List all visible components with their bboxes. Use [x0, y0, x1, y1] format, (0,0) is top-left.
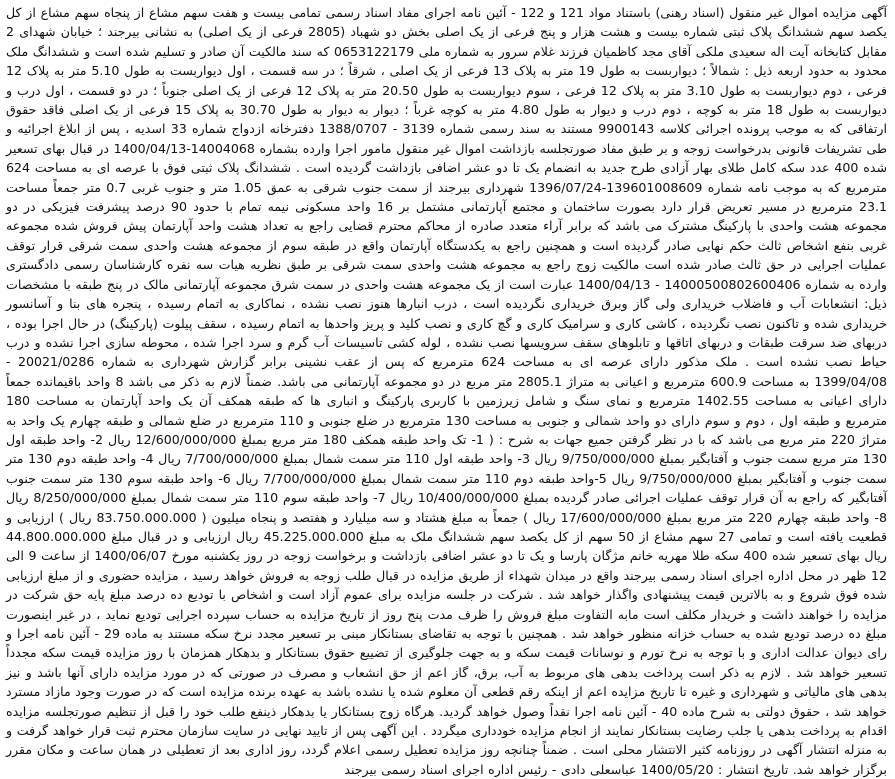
- notice-signature: عباسعلی دادی - رئیس اداره اجرای اسناد رسمی بیرجند: [344, 761, 637, 777]
- notice-body-text: آگهی مزایده اموال غیر منقول (اسناد رهنی) باستناد مواد 121 و 122 - آئین نامه اجرای مفاد اسناد رسمی تمامی بیست و هفت سهم مشاع از پنجاه سهم مشاع از کل یکصد سهم ششدانگ پلاک ثبتی شماره بیست و هشت هزار و پنج فرعی از یک اصلی بخش دو شهباد (2805 فرعی از یک اصلی) به نشانی بیرجند ؛ خیابان شهدای 2 مقابل کتابخانه آیت اله سعیدی ملکی آقای مجد کاظمیان فرزند غلام سرور به شماره ملی 0653122179 که سند مالکیت آن صادر و تسلیم شده است و ششدانگ ملک محدود به حدود اربعه ذیل : شمالاً ؛ دیواربست به طول 19 متر به پلاک 13 فرعی از یک اصلی ، شرقاً ؛ در سه قسمت ، اول دیواربست به طول 5.10 متر به پلاک 12 فرعی ، دوم دیواربست به طول 3.10 متر به پلاک 12 فرعی ، سوم دیواربست به طول 20.50 متر به پلاک 12 فرعی از یک اصلی جنوباً ؛ در دو قسمت ، اول درب و دیواربست به طول 18 متر به کوچه ، دوم درب و دیوار به طول 4.80 متر به کوچه غرباً ؛ دیوار به دیوار به طول 30.70 به پلاک 15 فرعی از یک اصلی فاقد حقوق ارتفاقی که به موجب پرونده اجرائی کلاسه 9900143 مستند به سند رسمی شماره 3139 - 1388/0707 دفترخانه ازدواج شماره 33 اسدیه ، پس از ابلاغ اجرائیه و طی تشریفات قانونی بدرخواست زوجه و بر طبق مفاد صورتجلسه بازداشت اموال غیر منقول مامور اجرا وارده بشماره 14004068-1400/04/13 در قبال بهای تسعیر شده 400 عدد سکه کامل طلای بهار آزادی طرح جدید به انضمام یک تا دو عشر اضافی بازداشت گردیده است . ششدانگ پلاک ثبتی فوق با عرصه ای به مساحت 624 مترمربع که به موجب نامه شماره 139601008609-1396/07/24 شهرداری بیرجند از سمت جنوب شرقی به عمق 1.05 متر و جنوب غربی 0.7 متر جمعاً مساحت 23.1 مترمربع در مسیر تعریض قرار دارد بصورت ساختمان و مجتمع آپارتمانی مشتمل بر 16 واحد مسکونی نیمه تمام با حدود 90 درصد پیشرفت فیزیکی در دو مجموعه هشت واحدی با پارکینگ مشترک می باشد که برابر آراء متعدد صادره از محاکم محترم قضایی راجع به تعداد هشت واحد آپارتمان پیش فروش شده مجموعه غربی بنفع اشخاص ثالث حکم نهایی صادر گردیده است و همچنین راجع به یکدستگاه آپارتمان واقع در طبقه سوم از مجموعه هشت واحدی سمت شرقی قرار توقف عملیات اجرایی در حق ثالث صادر شده است مالکیت زوج راجع به مجموعه هشت واحدی سمت شرقی بر طبق نظریه هیات سه نفره کارشناسان رسمی دادگستری وارده به شماره 14000500802600406 - 1400/04/13 عبارت است از یک مجموعه هشت واحدی در سمت شرق مجموعه آپارتمانی مالک در پنج طبقه با مشخصات ذیل: انشعابات آب و فاضلاب خریداری ولی گاز وبرق خریداری نگردیده است ، درب انبارها هنوز نصب نشده ، نماکاری به اتمام رسیده ، پنجره های بنا و آسانسور خریداری شده و تاکنون نصب نگردیده ، کاشی کاری و سرامیک کاری و گچ کاری و نصب کلید و پریز واحدها به اتمام رسیده ، سقف پیلوت (پارکینگ) در حال اجرا بوده ، دربهای ضد سرقت طبقات و دربهای اتاقها و تابلوهای سقف سرویسها نصب نشده ، لوله کشی تاسیسات آب گرم و سرد اجرا شده ، محوطه سازی اجرا نشده و درب حیاط نصب نشده است . ملک مذکور دارای عرصه ای به مساحت 624 مترمربع که پس از عقب نشینی برابر گزارش شهرداری به شماره 20021/0286 - 1399/04/08 به مساحت 600.9 مترمربع و اعیانی به متراژ 2805.1 متر مربع در دو مجموعه آپارتمانی می باشد. ضمناً لازم به ذکر می باشد 8 واحد باقیمانده جمعاً دارای اعیانی به مساحت 1402.55 مترمربع و نمای سنگ و شامل زیرزمین با کاربری پارکینگ و انباری ها که طبقه همکف آن یک واحد آپارتمان به مساحت 180 مترمربع و طبقه اول ، دوم و سوم دارای دو واحد شمالی و جنوبی به مساحت 130 مترمربع در ضلع جنوبی و 110 مترمربع در ضلع شمالی و طبقه چهارم یک واحد به متراژ 220 متر مربع می باشد که با در نظر گرفتن جمیع جهات به شرح : ( 1- تک واحد طبقه همکف 180 متر مربع بمبلغ 12/600/000/000 ریال 2- واحد طبقه اول 130 متر مربع سمت جنوب و آفتابگیر بمبلغ 9/750/000/000 ریال 3- واحد طبقه اول 110 متر سمت شمال بمبلغ 7/700/000/000 ریال 4- واحد طبقه دوم 130 متر سمت جنوب و آفتابگیر بمبلغ 9/750/000/000 ریال 5-واحد طبقه دوم 110 متر سمت شمال بمبلغ 7/700/000/000 ریال 6- واحد طبقه سوم 130 متر سمت جنوب آفتابگیر که راجع به آن قرار توقف عملیات اجرائی صادر گردیده بمبلغ 10/400/000/000 ریال 7- واحد طبقه سوم 110 متر سمت شمال بمبلغ 8/250/000/000 ریال 8- واحد طبقه چهارم 220 متر مربع بمبلغ 17/600/000/000 ریال ) جمعاً به مبلغ هشتاد و سه میلیارد و هفتصد و پنجاه میلیون ( 83.750.000.000 ریال ) ارزیابی و قطعیت یافته است و تمامی 27 سهم مشاع از 50 سهم از کل یکصد سهم ششدانگ ملک به مبلغ 45.225.000.000 ریال ارزیابی و در قبال مبلغ 44.800.000.000 ریال بهای تسعیر شده 400 سکه طلا مهریه خانم مژگان پارسا و یک تا دو عشر اضافی بازداشت و برخواست زوجه در روز یکشنبه مورخ 1400/06/07 از ساعت 9 الی 12 ظهر در محل اداره اجرای اسناد رسمی بیرجند واقع در میدان شهداء از طریق مزایده در قبال طلب زوجه به فروش خواهد رسید ، مزایده حضوری و از مبلغ ارزیابی شده فوق شروع و به بالاترین قیمت پیشنهادی واگذار خواهد شد . شرکت در جلسه مزایده برای عموم آزاد است و اشخاص با تودیع ده درصد مبلغ پایه حق شرکت در مزایده را خواهند داشت و خریدار مکلف است مابه التفاوت مبلغ فروش را ظرف مدت پنج روز از تاریخ مزایده به حساب سپرده اجرایی تودیع نماید ، در غیر اینصورت مبلغ ده درصد تودیع شده به حساب خزانه منظور خواهد شد . همچنین با توجه به تقاضای بستانکار مبنی بر تسعیر مجدد نرخ سکه مستند به ماده 29 - آئین نامه اجرا و رای دیوان عدالت اداری و با توجه به نرخ تورم و نوسانات قیمت سکه و به جهت جلوگیری از تضییع حقوق بستانکار و بدهکار همزمان با روز مزایده قیمت سکه مجدداً تسعیر خواهد شد . لازم به ذکر است پرداخت بدهی های مربوط به آب، برق، گاز اعم از حق انشعاب و مصرف در صورتی که در مورد مزایده دارای آنها باشد و نیز بدهی های مالیاتی و شهرداری و غیره تا تاریخ مزایده اعم از اینکه رقم قطعی آن معلوم شده یا نشده باشد به عهده برنده مزایده است که در صورت وجود مازاد مسترد خواهد شد ، حقوق دولتی به شرح ماده 40 - آئین نامه اجرا نقداً وصول خواهد گردید. هرگاه زوج بستانکار یا بدهکار ذینفع طلب خود را قبل از تنظیم صورتجلسه مزایده اقدام به پرداخت بدهی یا جلب رضایت بستانکار نمایند از انجام مزایده خودداری میگردد . این آگهی پس از تایید نهایی در سایت سازمان محترم ثبت قرار خواهد گرفت و به منزله انتشار آگهی در روزنامه کثیر الانتشار محلی است . ضمناً چنانچه روز مزایده تعطیل رسمی اعلام گردد، روز اداری بعد از تعطیلی در همان ساعت و مکان مقرر برگزار خواهد شد. تاریخ انتشار : 1400/05/20: [6, 5, 888, 777]
